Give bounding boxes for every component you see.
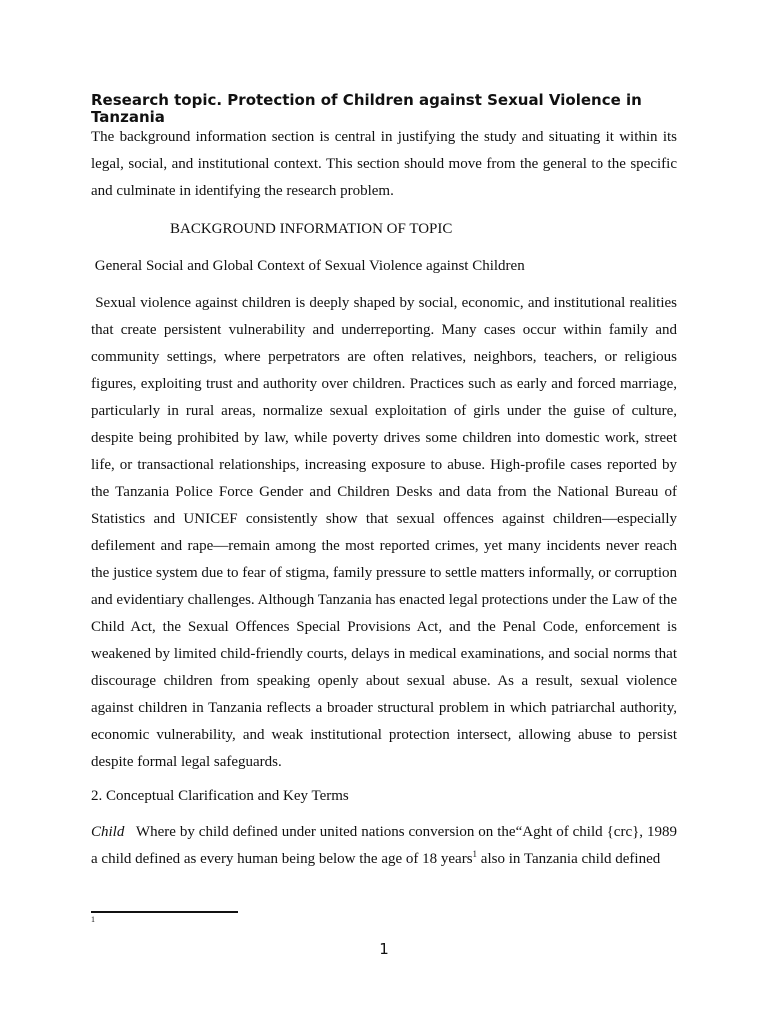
page-number: 1 (379, 940, 389, 958)
intro-paragraph: The background information section is central in justifying the study and situating it within its legal, social, and institutional context. This section should move from the general to the specific and culminate in identifying the research problem. (91, 129, 677, 199)
background-heading: BACKGROUND INFORMATION OF TOPIC (170, 221, 453, 237)
child-text-part1: Where by child defined under united nations conversion on the“Aght of child {crc}, 1989 a child defined as every human being below the age of 18 years (91, 824, 681, 867)
footnote-reference[interactable]: 1 (472, 849, 478, 859)
child-text-part2: also in Tanzania child defined (477, 851, 661, 867)
footnote-number: 1 (91, 915, 95, 924)
section-two-heading: 2. Conceptual Clarification and Key Terms (91, 788, 349, 804)
footnote-separator (91, 911, 238, 913)
context-subheading: General Social and Global Context of Sexual Violence against Children (91, 258, 525, 274)
document-heading: Research topic. Protection of Children against Sexual Violence in Tanzania (91, 91, 642, 126)
child-term: Child (91, 824, 125, 840)
main-paragraph: Sexual violence against children is deeply shaped by social, economic, and institutional realities that create persistent vulnerability and underreporting. Many cases occur within family and community settings, where perpetrators are often relatives, neighbors, teachers, or religious figures, exploiting trust and authority over children. Practices such as early and forced marriage, particularly in rural areas, normalize sexual exploitation of girls under the guise of culture, despite being prohibited by law, while poverty drives some children into domestic work, street life, or transactional relationships, increasing exposure to abuse. High-profile cases reported by the Tanzania Police Force Gender and Children Desks and data from the National Bureau of Statistics and UNICEF consistently show that sexual offences against children—especially defilement and rape—remain among the most reported crimes, yet many incidents never reach the justice system due to fear of stigma, family pressure to settle matters informally, or corruption and evidentiary challenges. Although Tanzania has enacted legal protections under the Law of the Child Act, the Sexual Offences Special Provisions Act, and the Penal Code, enforcement is weakened by limited child-friendly courts, delays in medical examinations, and social norms that discourage children from speaking openly about sexual abuse. As a result, sexual violence against children in Tanzania reflects a broader structural problem in which patriarchal authority, economic vulnerability, and weak institutional protection intersect, allowing abuse to persist despite formal legal safeguards. (91, 295, 681, 770)
child-definition-paragraph (91, 819, 681, 873)
